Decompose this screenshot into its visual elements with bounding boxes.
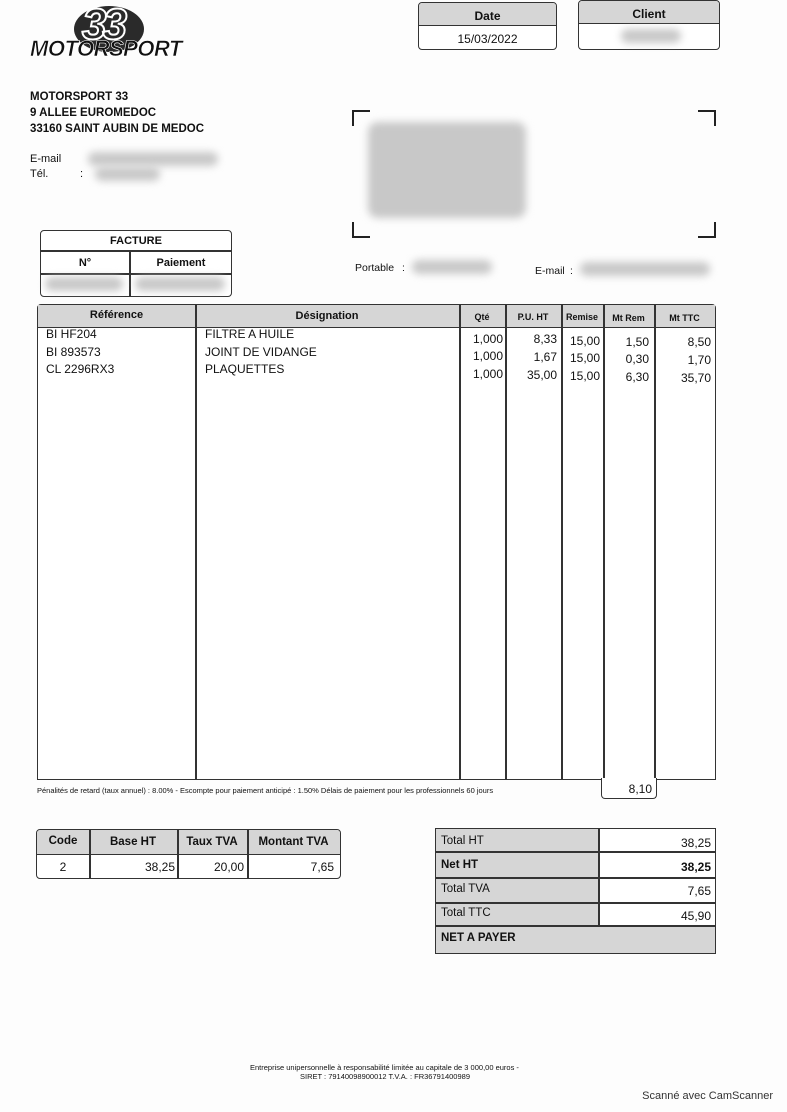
tva-header-base: Base HT [109,836,157,848]
tva-header-code: Code [48,835,78,847]
client-email-sep: : [570,265,573,277]
total-remise-value: 8,10 [628,782,652,796]
net-ht-value: 38,25 [680,860,711,874]
client-box [578,0,720,50]
client-address-redacted [368,122,526,218]
col-header-reference: Référence [89,309,144,321]
tva-montant: 7,65 [310,860,334,874]
row-mtrem: 0,30 [625,352,649,366]
row-mtttc: 35,70 [680,371,711,385]
row-mtrem: 6,30 [625,370,649,384]
client-email-label: E-mail [535,265,565,277]
row-qte: 1,000 [472,332,503,346]
facture-title: FACTURE [110,235,162,247]
totals-box [435,828,716,954]
row-mtttc: 1,70 [687,353,711,367]
client-address-frame [352,110,716,238]
company-email-redacted [88,152,218,166]
total-ttc-value: 45,90 [680,909,711,923]
tva-taux: 20,00 [213,860,244,874]
company-logo [30,0,190,68]
row-qte: 1,000 [472,367,503,381]
logo-number: 33 [82,0,123,49]
facture-box [40,230,232,297]
logo-name: MOTORSPORT [30,36,182,61]
company-address1: 9 ALLEE EUROMEDOC [30,107,157,119]
penalites-text: Pénalités de retard (taux annuel) : 8.00% - Escompte pour paiement anticipé : 1.50% Délais de paiement pour les professionnels 60 jours [37,786,494,795]
date-label: Date [474,9,501,23]
footer-line2: SIRET : 79140098900012 T.V.A. : FR36791400989 [300,1072,470,1081]
company-address2: 33160 SAINT AUBIN DE MEDOC [30,123,205,135]
company-email-label: E-mail [30,153,62,165]
date-value: 15/03/2022 [457,32,518,46]
portable-redacted [412,260,492,274]
total-remise-box [601,778,657,799]
facture-num-label: N° [78,257,92,269]
tva-base: 38,25 [144,860,175,874]
total-ttc-label: Total TTC [441,907,491,919]
facture-paiement-label: Paiement [156,257,206,269]
col-header-remise: Remise [565,312,599,322]
row-mtrem: 1,50 [625,335,649,349]
client-label: Client [632,7,666,21]
row-remise: 15,00 [569,334,600,348]
tva-header-montant: Montant TVA [258,836,329,848]
row-designation: PLAQUETTES [205,362,285,376]
col-header-qte: Qté [474,312,490,322]
camscanner-watermark: Scanné avec CamScanner [642,1090,773,1102]
total-ht-value: 38,25 [680,836,711,850]
tva-header-taux: Taux TVA [186,836,238,848]
net-ht-label: Net HT [441,859,479,871]
portable-sep: : [402,262,405,274]
row-pu: 1,67 [533,350,557,364]
row-reference: CL 2296RX3 [46,362,115,376]
row-mtttc: 8,50 [687,335,711,349]
row-remise: 15,00 [569,369,600,383]
tva-table [36,829,341,879]
total-ht-label: Total HT [441,835,484,847]
col-header-designation: Désignation [295,310,359,322]
row-remise: 15,00 [569,351,600,365]
row-designation: JOINT DE VIDANGE [205,345,317,359]
row-designation: FILTRE A HUILE [205,327,295,341]
row-pu: 8,33 [533,332,557,346]
total-tva-value: 7,65 [687,884,711,898]
row-reference: BI 893573 [46,345,101,359]
col-header-mtrem: Mt Rem [612,313,645,323]
col-header-mtttc: Mt TTC [669,313,700,323]
col-header-pu: P.U. HT [517,312,549,322]
facture-num-redacted [45,277,123,291]
tva-code: 2 [59,860,67,874]
footer-line1: Entreprise unipersonnelle à responsabilité limitée au capitale de 3 000,00 euros - [250,1063,519,1072]
row-pu: 35,00 [526,368,557,382]
row-reference: BI HF204 [46,327,97,341]
net-a-payer-label: NET A PAYER [441,932,516,944]
company-tel-redacted [95,167,160,181]
company-name: MOTORSPORT 33 [30,91,129,103]
row-qte: 1,000 [472,349,503,363]
items-table [37,304,716,780]
company-tel-label: Tél. [30,168,49,180]
company-tel-sep: : [80,168,84,180]
total-tva-label: Total TVA [441,883,490,895]
facture-paiement-redacted [135,277,225,291]
client-email-redacted [580,262,710,276]
portable-label: Portable [355,262,395,274]
date-box [418,2,557,50]
client-value-redacted [621,29,681,43]
